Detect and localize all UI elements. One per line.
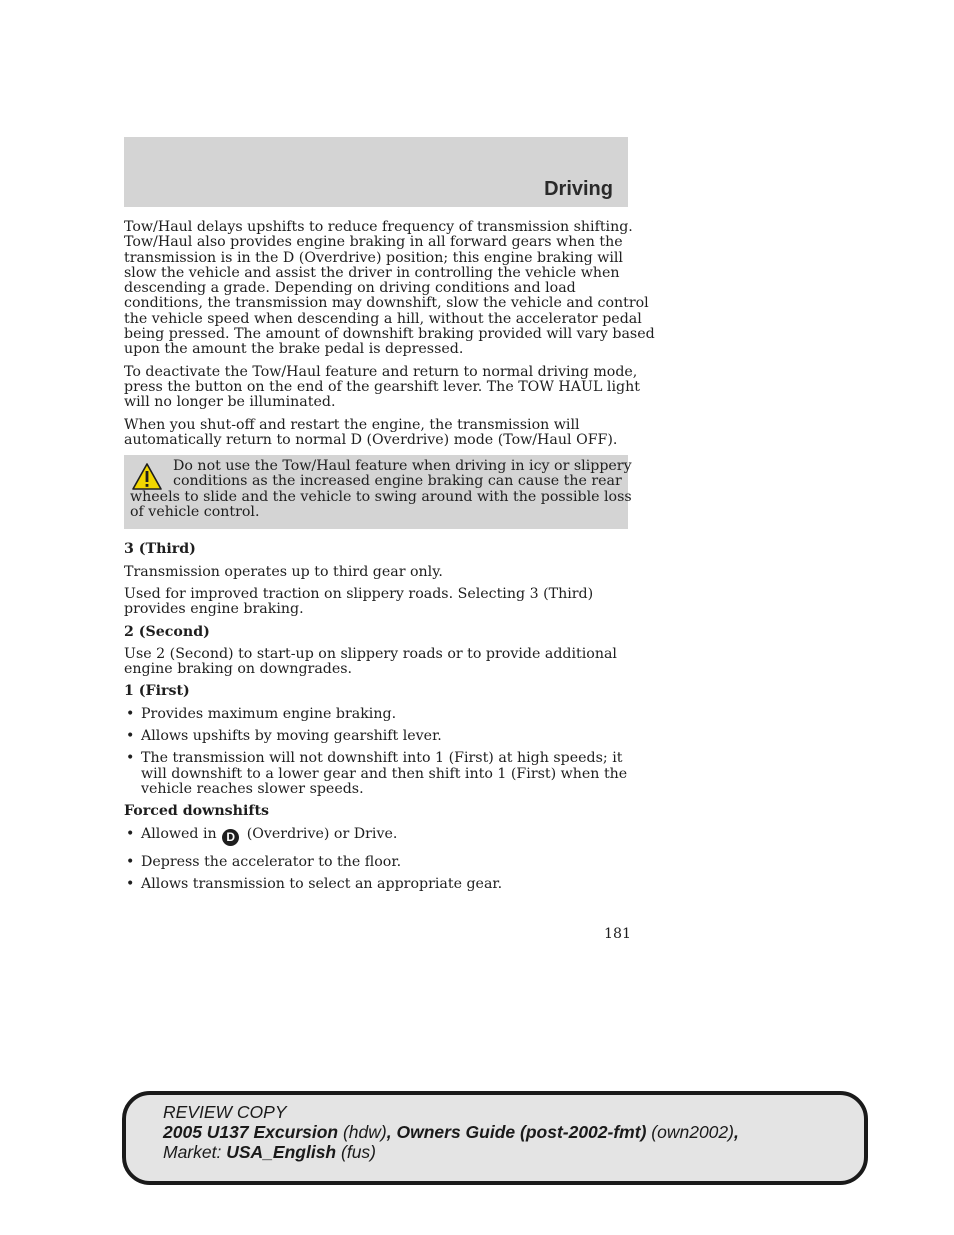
list-item: • Allowed in D (Overdrive) or Drive. [126, 825, 398, 844]
first-bullet-list [124, 707, 630, 797]
forced-bullet-list [124, 827, 630, 893]
warning-box [124, 455, 632, 529]
restart-paragraph: When you shut-off and restart the engine, the transmission will automatically return to normal D (Overdrive) mode (Tow/Haul OFF). [124, 416, 618, 448]
list-item: • Allows upshifts by moving gearshift lever. [126, 728, 442, 745]
review-market-line: Market: USA_English (fus) [163, 1142, 376, 1162]
review-copy-text [163, 1102, 739, 1162]
bullet: • [126, 853, 135, 870]
third-paragraph-2: Used for improved traction on slippery roads. Selecting 3 (Third) provides engine braking. [124, 585, 594, 618]
bullet: • [126, 705, 135, 722]
forced-downshifts-heading: Forced downshifts [124, 803, 270, 820]
third-heading: 3 (Third) [124, 541, 196, 558]
list-item: • Depress the accelerator to the floor. [126, 853, 402, 870]
bullet: • [126, 728, 135, 745]
section-title: Driving [544, 178, 613, 200]
list-item: • Provides maximum engine braking. [126, 705, 397, 722]
deactivate-paragraph: To deactivate the Tow/Haul feature and return to normal driving mode, press the button on the end of the gearshift lever. The TOW HAUL light will no longer be illuminated. [124, 363, 640, 411]
warning-text: conditions as the increased engine braking can cause the rear [173, 473, 622, 490]
review-model-line: 2005 U137 Excursion (hdw), Owners Guide (post-2002-fmt) (own2002), [163, 1122, 739, 1142]
bullet: • [126, 825, 135, 842]
second-paragraph: Use 2 (Second) to start-up on slippery roads or to provide additional engine braking on downgrades. [124, 645, 617, 678]
warning-text: wheels to slide and the vehicle to swing around with the possible loss [130, 488, 632, 505]
first-heading: 1 (First) [124, 683, 190, 700]
warning-triangle-icon [131, 462, 163, 491]
warning-text: Do not use the Tow/Haul feature when driving in icy or slippery [173, 458, 632, 475]
list-item: • Allows transmission to select an appropriate gear. [126, 875, 503, 892]
review-copy-box [122, 1091, 868, 1185]
bullet: • [126, 750, 135, 767]
third-paragraph-1: Transmission operates up to third gear only. [124, 563, 443, 580]
warning-text: of vehicle control. [130, 504, 260, 521]
list-item: • The transmission will not downshift into 1 (First) at high speeds; it will downshift to a lower gear and then shift into 1 (First) when the vehicle reaches slower speeds. [126, 750, 628, 797]
second-heading: 2 (Second) [124, 623, 210, 640]
bullet: • [126, 875, 135, 892]
section-header-band [124, 137, 628, 207]
review-copy-label: REVIEW COPY [163, 1102, 287, 1122]
page-number: 181 [604, 926, 632, 942]
page-content [124, 219, 655, 899]
tow-haul-paragraph: Tow/Haul delays upshifts to reduce frequency of transmission shifting. Tow/Haul also provides engine braking in all forward gears when the transmission is in the D (Overdrive) position; this engine braking will slow the vehicle and assist the driver in controlling the vehicle when descending a grade. Depending on driving conditions and load conditions, the transmission may downshift, slow the vehicle and control the vehicle speed when descending a hill, without the accelerator pedal being pressed. The amount of downshift braking provided will vary based upon the amount the brake pedal is depressed. [124, 219, 655, 358]
overdrive-d-icon: D [222, 829, 239, 846]
